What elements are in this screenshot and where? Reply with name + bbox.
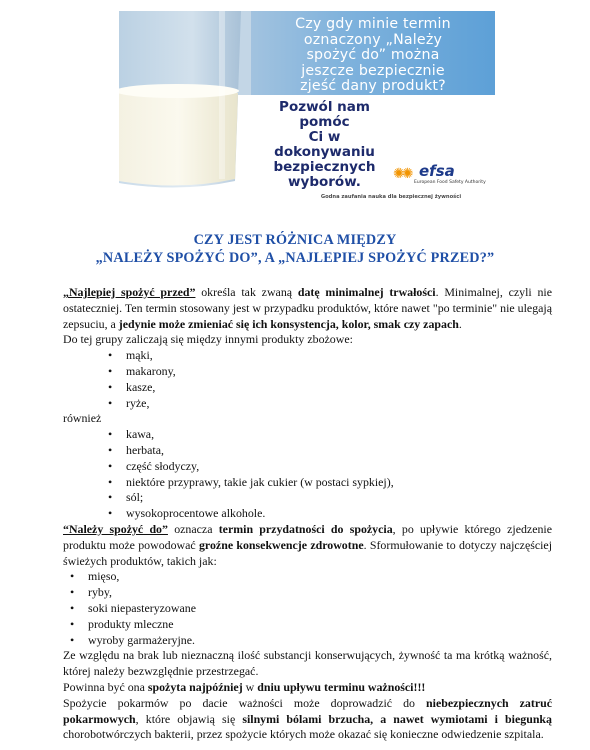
best-before-term: „Najlepiej spożyć przed” [63, 285, 196, 299]
bold-span: spożyta najpóźniej [147, 679, 243, 694]
list-item [63, 443, 552, 459]
list-item-text: herbata, [126, 442, 164, 457]
list-item-text: mięso, [88, 569, 120, 584]
list-item [63, 459, 552, 475]
preservatives-paragraph: Ze względu na brak lub nieznaczną ilość substancji konserwujących, żywność ta ma krótką ważność, której należy bezwzględnie przestrzegać. [63, 648, 552, 679]
list-item-text: makarony, [126, 363, 176, 378]
bold-span: dniu upływu terminu ważności!!! [257, 679, 426, 694]
bold-span: datę minimalnej trwałości [297, 285, 436, 299]
text-span: . [458, 316, 462, 331]
banner-tagline: Godna zaufania nauka dla bezpiecznej żywności [320, 194, 462, 200]
banner-help-line: Pozwól nam pomóc [279, 99, 370, 130]
list-item-text: niektóre przyprawy, takie jak cukier (w postaci sypkiej), [126, 474, 394, 489]
efsa-logo-subtitle: European Food Safety Authority [414, 180, 486, 185]
efsa-star-icon: ✺✺ [393, 166, 411, 182]
bold-span: groźne konsekwencje zdrowotne [198, 537, 364, 552]
list-item-text: kawa, [126, 427, 155, 442]
warning-paragraph [63, 680, 552, 696]
efsa-banner [119, 11, 495, 201]
banner-question-line: spożyć do” można [306, 47, 440, 64]
use-by-paragraph [63, 522, 552, 569]
banner-question-line: jeszcze bezpiecznie [301, 62, 445, 79]
text-span: , które objawią się [135, 711, 243, 726]
banner-question-line: oznaczony „Należy [303, 31, 443, 48]
banner-question [257, 17, 489, 95]
list-item [63, 506, 552, 522]
group-intro: Do tej grupy zaliczają się między innymi produkty zbożowe: [63, 332, 353, 347]
list-item [63, 490, 552, 506]
list-item-text: ryże, [126, 395, 150, 410]
fresh-products-list [63, 569, 552, 648]
list-item [63, 427, 552, 443]
text-span: Spożycie pokarmów po dacie ważności może doprowadzić do [63, 695, 427, 710]
text-span: oznacza [167, 521, 219, 536]
text-span: . Minimalnej, czyli nie ostateczniej. Ten termin stosowany jest w przypadku produktów, które nawet "po terminie" nie ulegają zepsuciu, a [63, 285, 553, 331]
list-item-text: kasze, [126, 379, 156, 394]
list-item [63, 380, 552, 396]
cereal-products-list [63, 348, 552, 411]
banner-help-line: wyborów. [288, 174, 361, 190]
bold-span: termin przydatności do spożycia [218, 521, 393, 536]
list-item [63, 585, 552, 601]
best-before-paragraph [63, 285, 552, 332]
text-span: określa tak zwaną [195, 285, 298, 299]
list-item [63, 617, 552, 633]
list-item [63, 475, 552, 491]
banner-help-line: bezpiecznych [273, 159, 376, 175]
list-item-text: wysokoprocentowe alkohole. [126, 506, 266, 521]
text-span: w [242, 679, 258, 694]
other-products-list [63, 427, 552, 522]
page-title-line1: CZY JEST RÓŻNICA MIĘDZY [193, 232, 397, 248]
list-item [63, 569, 552, 585]
list-item-text: soki niepasteryzowane [88, 600, 196, 615]
list-item [63, 348, 552, 364]
list-item [63, 601, 552, 617]
banner-help-text [257, 100, 392, 190]
use-by-term: “Należy spożyć do” [63, 521, 168, 536]
also-label: również [63, 411, 102, 426]
article-body [63, 285, 552, 743]
banner-help-line: Ci w dokonywaniu [274, 129, 375, 160]
milk-glass-image [119, 11, 251, 201]
list-item [63, 364, 552, 380]
list-item-text: część słodyczy, [126, 458, 200, 473]
page-title-line2: „NALEŻY SPOŻYĆ DO”, A „NAJLEPIEJ SPOŻYĆ PRZED?” [95, 250, 495, 266]
text-span: Powinna być ona [63, 679, 148, 694]
bold-span: niebezpiecznych zatruć pokarmowych [63, 695, 552, 726]
bold-span: jedynie może zmieniać się ich konsystencja, kolor, smak czy zapach [118, 316, 459, 331]
efsa-logo-text: efsa [419, 162, 455, 180]
efsa-logo [391, 162, 491, 190]
text-span: chorobotwórczych bakterii, przez spożycie których może okazać się konieczne odwiedzenie szpitala. [63, 727, 544, 742]
text-span: . Sformułowanie to dotyczy najczęściej świeżych produktów, takich jak: [63, 537, 553, 568]
list-item-text: sól; [126, 490, 144, 505]
list-item-text: produkty mleczne [88, 616, 174, 631]
list-item [63, 396, 552, 412]
text-span: , po upływie którego zjedzenie produktu może powodować [63, 521, 552, 552]
consequences-paragraph [63, 696, 552, 743]
list-item-text: ryby, [88, 585, 112, 600]
list-item-text: mąki, [126, 348, 153, 363]
banner-question-line: Czy gdy minie termin [295, 16, 451, 32]
list-item [63, 633, 552, 649]
banner-question-line: zjeść dany produkt? [300, 78, 446, 95]
bold-span: silnymi bólami brzucha, a nawet wymiotami i biegunką [242, 711, 552, 726]
list-item-text: wyroby garmażeryjne. [88, 632, 195, 647]
